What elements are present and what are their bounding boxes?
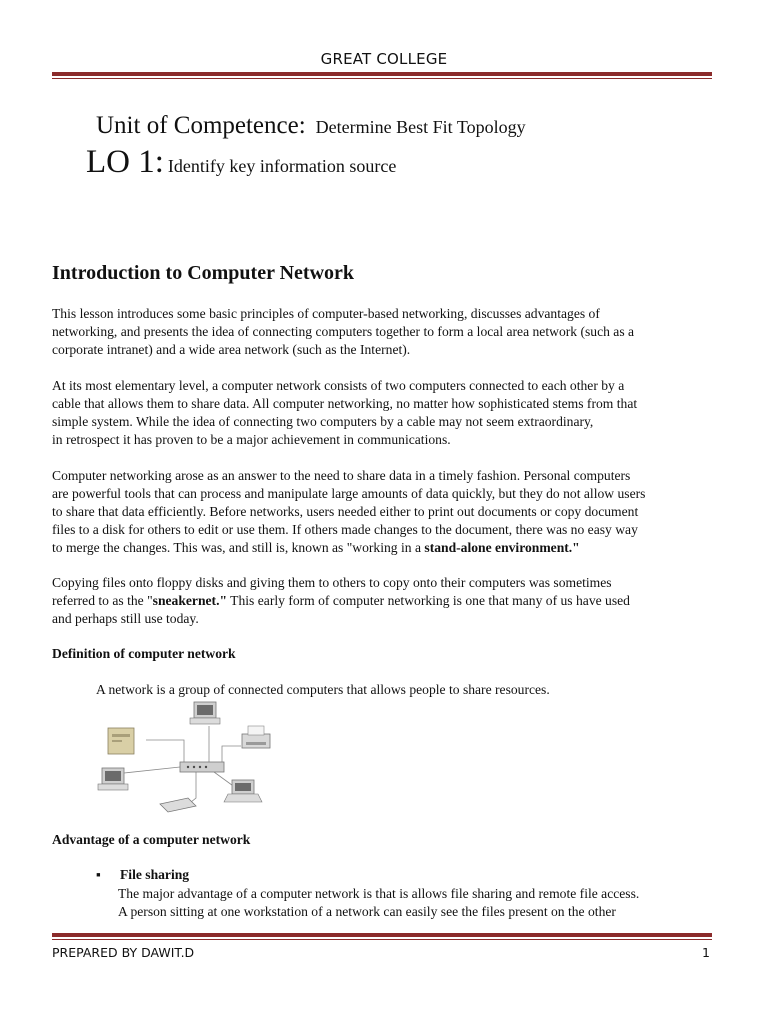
header-rule-thin <box>52 78 712 79</box>
text-line <box>52 539 716 557</box>
paragraph-4 <box>52 574 716 628</box>
network-diagram <box>96 698 276 818</box>
bold-term: sneakernet." <box>152 593 228 608</box>
desktop-computer-icon <box>190 702 220 724</box>
paragraph-2 <box>52 377 716 449</box>
text-line: networking, and presents the idea of connecting computers together to form a local area network (such as a <box>52 324 635 339</box>
text-line: This lesson introduces some basic principles of computer-based networking, discusses advantages of <box>52 306 600 321</box>
text-line: files to a disk for others to edit or use them. If others made changes to the document, there was no easy way <box>52 522 638 537</box>
unit-of-competence <box>96 112 526 140</box>
paragraph-3 <box>52 467 716 557</box>
definition-text: A network is a group of connected computers that allows people to share resources. <box>96 682 550 697</box>
workstation-icon <box>98 768 128 790</box>
header-title: GREAT COLLEGE <box>320 50 448 68</box>
text-line: At its most elementary level, a computer network consists of two computers connected to each other by a <box>52 378 625 393</box>
network-hub-icon <box>180 762 224 772</box>
text-line: cable that allows them to share data. All computer networking, no matter how sophisticated stems from that <box>52 396 638 411</box>
text-line: Copying files onto floppy disks and giving them to others to copy onto their computers was sometimes <box>52 575 612 590</box>
footer-rule-thick <box>52 933 712 937</box>
header-rule-thick <box>52 72 712 76</box>
learning-outcome <box>86 144 396 181</box>
section-title: Introduction to Computer Network <box>52 262 355 284</box>
unit-label: Unit of Competence: <box>96 112 306 139</box>
text-run: to merge the changes. This was, and still is, known as "working in a <box>52 540 425 555</box>
text-line: A person sitting at one workstation of a network can easily see the files present on the other <box>118 904 616 919</box>
bold-term: stand-alone environment." <box>424 540 580 555</box>
printer-icon <box>242 726 270 748</box>
bullet-title-file-sharing: File sharing <box>120 867 190 882</box>
lo-value: Identify key information source <box>167 156 397 176</box>
scanner-icon <box>160 798 196 812</box>
server-icon <box>108 728 134 754</box>
text-line: are powerful tools that can process and manipulate large amounts of data quickly, but they do not allow users <box>52 486 646 501</box>
unit-value: Determine Best Fit Topology <box>315 117 526 137</box>
definition-heading: Definition of computer network <box>52 646 236 661</box>
bullet-body-file-sharing <box>118 885 639 921</box>
advantages-heading: Advantage of a computer network <box>52 832 251 847</box>
paragraph-1 <box>52 305 716 359</box>
text-line: simple system. While the idea of connecting two computers by a cable may not seem extraordinary, <box>52 414 594 429</box>
text-line: The major advantage of a computer network is that is allows file sharing and remote file access. <box>118 886 640 901</box>
text-line <box>52 592 716 610</box>
footer-author: PREPARED BY DAWIT.D <box>52 945 195 960</box>
text-line: in retrospect it has proven to be a major achievement in communications. <box>52 432 451 447</box>
text-line: and perhaps still use today. <box>52 611 199 626</box>
bullet-marker: ▪ <box>96 867 101 882</box>
text-line: to share that data efficiently. Before networks, users needed either to print out documents or copy document <box>52 504 639 519</box>
text-run: referred to as the " <box>52 593 153 608</box>
lo-label: LO 1: <box>86 144 164 180</box>
page-number: 1 <box>702 945 710 960</box>
text-run: This early form of computer networking is one that many of us have used <box>227 593 630 608</box>
text-line: corporate intranet) and a wide area network (such as the Internet). <box>52 342 411 357</box>
text-line: Computer networking arose as an answer to the need to share data in a timely fashion. Personal computers <box>52 468 631 483</box>
footer-rule-thin <box>52 939 712 940</box>
